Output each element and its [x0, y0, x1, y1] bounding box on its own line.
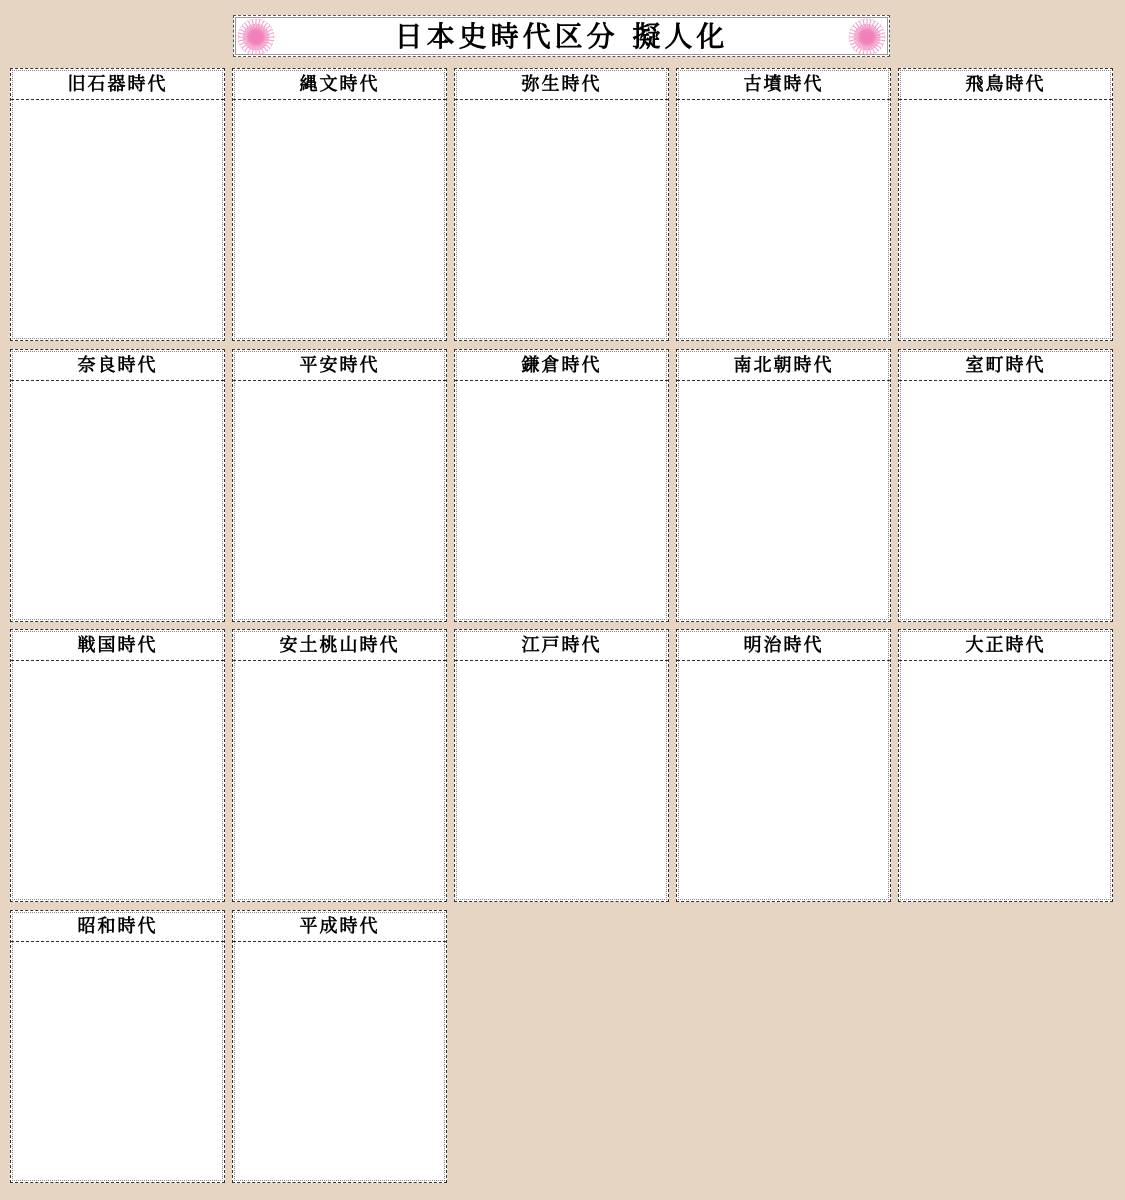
era-card-drawing-area	[455, 381, 668, 621]
era-card-title: 江戸時代	[455, 630, 668, 661]
era-card-title: 縄文時代	[233, 69, 446, 100]
era-card-title: 明治時代	[677, 630, 890, 661]
era-card-title: 南北朝時代	[677, 350, 890, 381]
era-card	[454, 349, 669, 622]
era-card	[454, 629, 669, 902]
era-card-drawing-area	[455, 661, 668, 901]
era-card-drawing-area	[11, 661, 224, 901]
era-card	[232, 349, 447, 622]
era-card-title: 安土桃山時代	[233, 630, 446, 661]
era-card	[232, 68, 447, 341]
era-card-drawing-area	[11, 381, 224, 621]
era-card	[232, 629, 447, 902]
era-card-drawing-area	[677, 661, 890, 901]
era-card	[454, 68, 669, 341]
era-card-title: 古墳時代	[677, 69, 890, 100]
era-card	[898, 629, 1113, 902]
era-card-drawing-area	[899, 381, 1112, 621]
era-card	[898, 68, 1113, 341]
era-card-drawing-area	[899, 100, 1112, 340]
title-banner	[233, 15, 890, 57]
era-card-title: 平成時代	[233, 911, 446, 942]
era-card-title: 奈良時代	[11, 350, 224, 381]
era-card	[10, 910, 225, 1183]
era-card	[232, 910, 447, 1183]
era-card-drawing-area	[11, 100, 224, 340]
era-card-title: 室町時代	[899, 350, 1112, 381]
era-card	[10, 68, 225, 341]
era-card-title: 弥生時代	[455, 69, 668, 100]
era-card-title: 昭和時代	[11, 911, 224, 942]
era-card	[676, 349, 891, 622]
era-card-title: 飛鳥時代	[899, 69, 1112, 100]
era-card-title: 鎌倉時代	[455, 350, 668, 381]
era-card-drawing-area	[455, 100, 668, 340]
era-card-title: 戦国時代	[11, 630, 224, 661]
page-title: 日本史時代区分 擬人化	[394, 20, 729, 53]
era-card	[10, 629, 225, 902]
era-card	[10, 349, 225, 622]
era-card-drawing-area	[899, 661, 1112, 901]
era-card-drawing-area	[233, 942, 446, 1182]
era-card-drawing-area	[677, 381, 890, 621]
chrysanthemum-icon	[847, 17, 887, 57]
era-card-drawing-area	[11, 942, 224, 1182]
era-card-title: 大正時代	[899, 630, 1112, 661]
era-card	[676, 68, 891, 341]
era-card	[898, 349, 1113, 622]
era-card-drawing-area	[677, 100, 890, 340]
era-card-drawing-area	[233, 100, 446, 340]
era-card	[676, 629, 891, 902]
era-card-drawing-area	[233, 381, 446, 621]
era-card-drawing-area	[233, 661, 446, 901]
era-card-title: 平安時代	[233, 350, 446, 381]
era-card-title: 旧石器時代	[11, 69, 224, 100]
